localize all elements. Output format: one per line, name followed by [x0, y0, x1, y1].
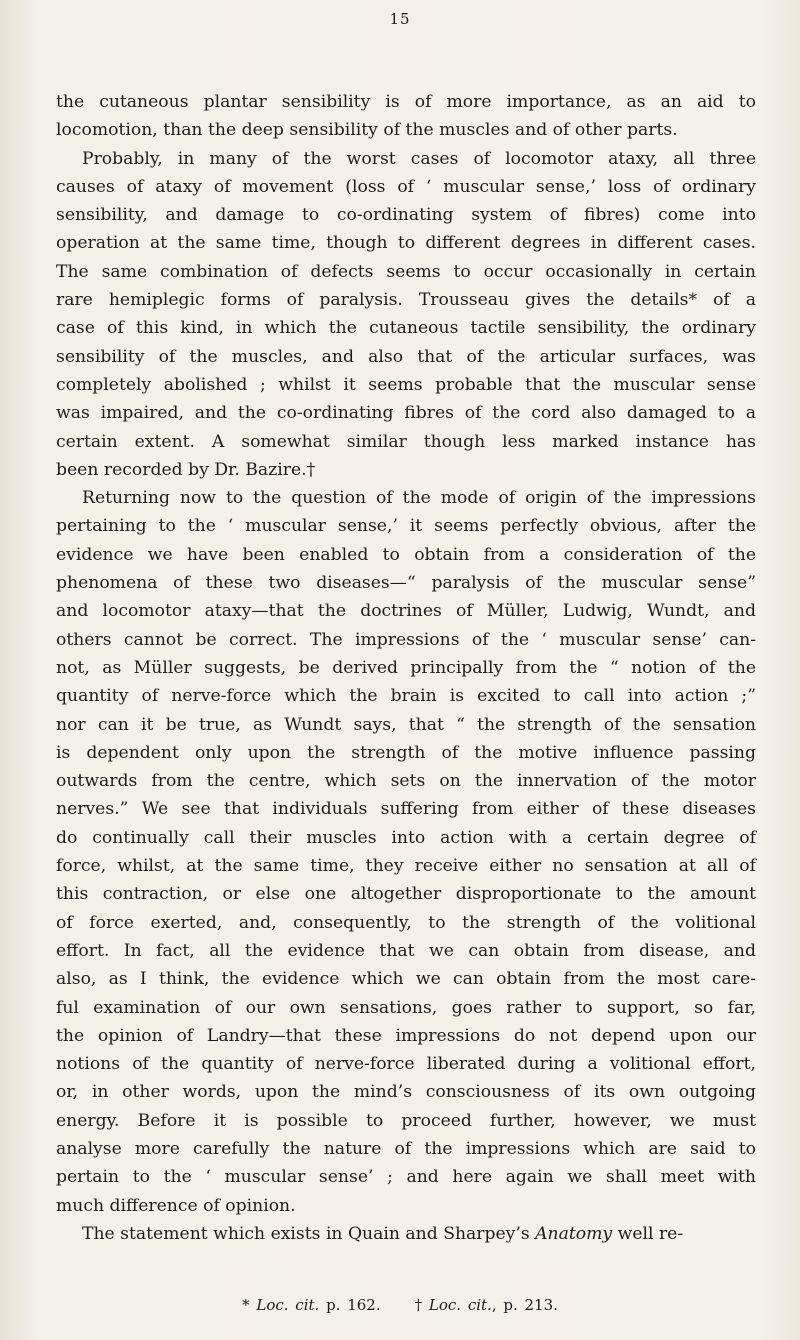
- text-line: rare hemiplegic forms of paralysis. Trousseau gives the details* of a: [56, 290, 756, 311]
- text-line: been recorded by Dr. Bazire.†: [56, 459, 316, 480]
- footnote-2: † Loc. cit., p. 213.: [414, 1296, 558, 1314]
- text-line: ful examination of our own sensations, goes rather to support, so far,: [56, 997, 756, 1018]
- text-line: nor can it be true, as Wundt says, that “ the strength of the sensation: [56, 714, 756, 735]
- paragraph: [56, 484, 756, 1220]
- text-line: and locomotor ataxy—that the doctrines of Müller, Ludwig, Wundt, and: [56, 601, 756, 622]
- text-line: evidence we have been enabled to obtain from a consideration of the: [56, 544, 756, 565]
- text-line: sensibility, and damage to co-ordinating system of fibres) come into: [56, 205, 756, 226]
- text-line: causes of ataxy of movement (loss of ‘ muscular sense,’ loss of ordinary: [56, 176, 756, 197]
- text-line: outwards from the centre, which sets on the innervation of the motor: [56, 771, 756, 792]
- text-line: energy. Before it is possible to proceed further, however, we must: [56, 1110, 756, 1131]
- text-line: phenomena of these two diseases—“ paralysis of the muscular sense”: [56, 573, 756, 594]
- paragraph: [56, 88, 756, 145]
- text-line: operation at the same time, though to different degrees in different cases.: [56, 233, 756, 254]
- text-line: The statement which exists in Quain and Sharpey’s Anatomy well re-: [82, 1223, 684, 1244]
- text-line: force, whilst, at the same time, they receive either no sensation at all of: [56, 856, 756, 877]
- text-line: pertain to the ‘ muscular sense’ ; and here again we shall meet with: [56, 1167, 756, 1188]
- text-line: locomotion, than the deep sensibility of the muscles and of other parts.: [56, 120, 678, 141]
- text-line: quantity of nerve-force which the brain is excited to call into action ;”: [56, 686, 756, 707]
- text-line: effort. In fact, all the evidence that we can obtain from disease, and: [56, 940, 756, 961]
- text-line: this contraction, or else one altogether disproportionate to the amount: [56, 884, 756, 905]
- text-line: certain extent. A somewhat similar though less marked instance has: [56, 431, 756, 452]
- text-line: or, in other words, upon the mind’s consciousness of its own outgoing: [56, 1082, 756, 1103]
- text-line: Probably, in many of the worst cases of locomotor ataxy, all three: [82, 148, 756, 169]
- paragraph: [56, 1220, 756, 1248]
- text-line: is dependent only upon the strength of the motive influence passing: [56, 742, 756, 763]
- text-line: case of this kind, in which the cutaneous tactile sensibility, the ordinary: [56, 318, 756, 339]
- text-line: The same combination of defects seems to occur occasionally in certain: [56, 261, 756, 282]
- text-line: completely abolished ; whilst it seems probable that the muscular sense: [56, 374, 756, 395]
- footnote-1: * Loc. cit. p. 162.: [242, 1296, 381, 1314]
- text-line: analyse more carefully the nature of the impressions which are said to: [56, 1138, 756, 1159]
- text-line: pertaining to the ‘ muscular sense,’ it seems perfectly obvious, after the: [56, 516, 756, 537]
- text-line: nerves.” We see that individuals suffering from either of these diseases: [56, 799, 756, 820]
- text-line: the cutaneous plantar sensibility is of more importance, as an aid to: [56, 92, 756, 112]
- body-text: [56, 88, 756, 1248]
- page-number: 15: [389, 10, 411, 28]
- text-line: sensibility of the muscles, and also that of the articular surfaces, was: [56, 346, 756, 367]
- text-line: also, as I think, the evidence which we can obtain from the most care-: [56, 969, 756, 990]
- text-line: not, as Müller suggests, be derived principally from the “ notion of the: [56, 657, 756, 678]
- text-line: much difference of opinion.: [56, 1195, 296, 1216]
- text-line: was impaired, and the co-ordinating fibres of the cord also damaged to a: [56, 403, 756, 424]
- text-line: of force exerted, and, consequently, to the strength of the volitional: [56, 912, 756, 933]
- footnotes: [0, 1296, 800, 1314]
- text-line: do continually call their muscles into action with a certain degree of: [56, 827, 756, 848]
- text-line: Returning now to the question of the mode of origin of the impressions: [82, 488, 756, 509]
- text-line: notions of the quantity of nerve-force liberated during a volitional effort,: [56, 1054, 756, 1075]
- text-line: others cannot be correct. The impressions of the ‘ muscular sense’ can-: [56, 629, 756, 650]
- text-line: the opinion of Landry—that these impressions do not depend upon our: [56, 1025, 756, 1046]
- paragraph: [56, 145, 756, 485]
